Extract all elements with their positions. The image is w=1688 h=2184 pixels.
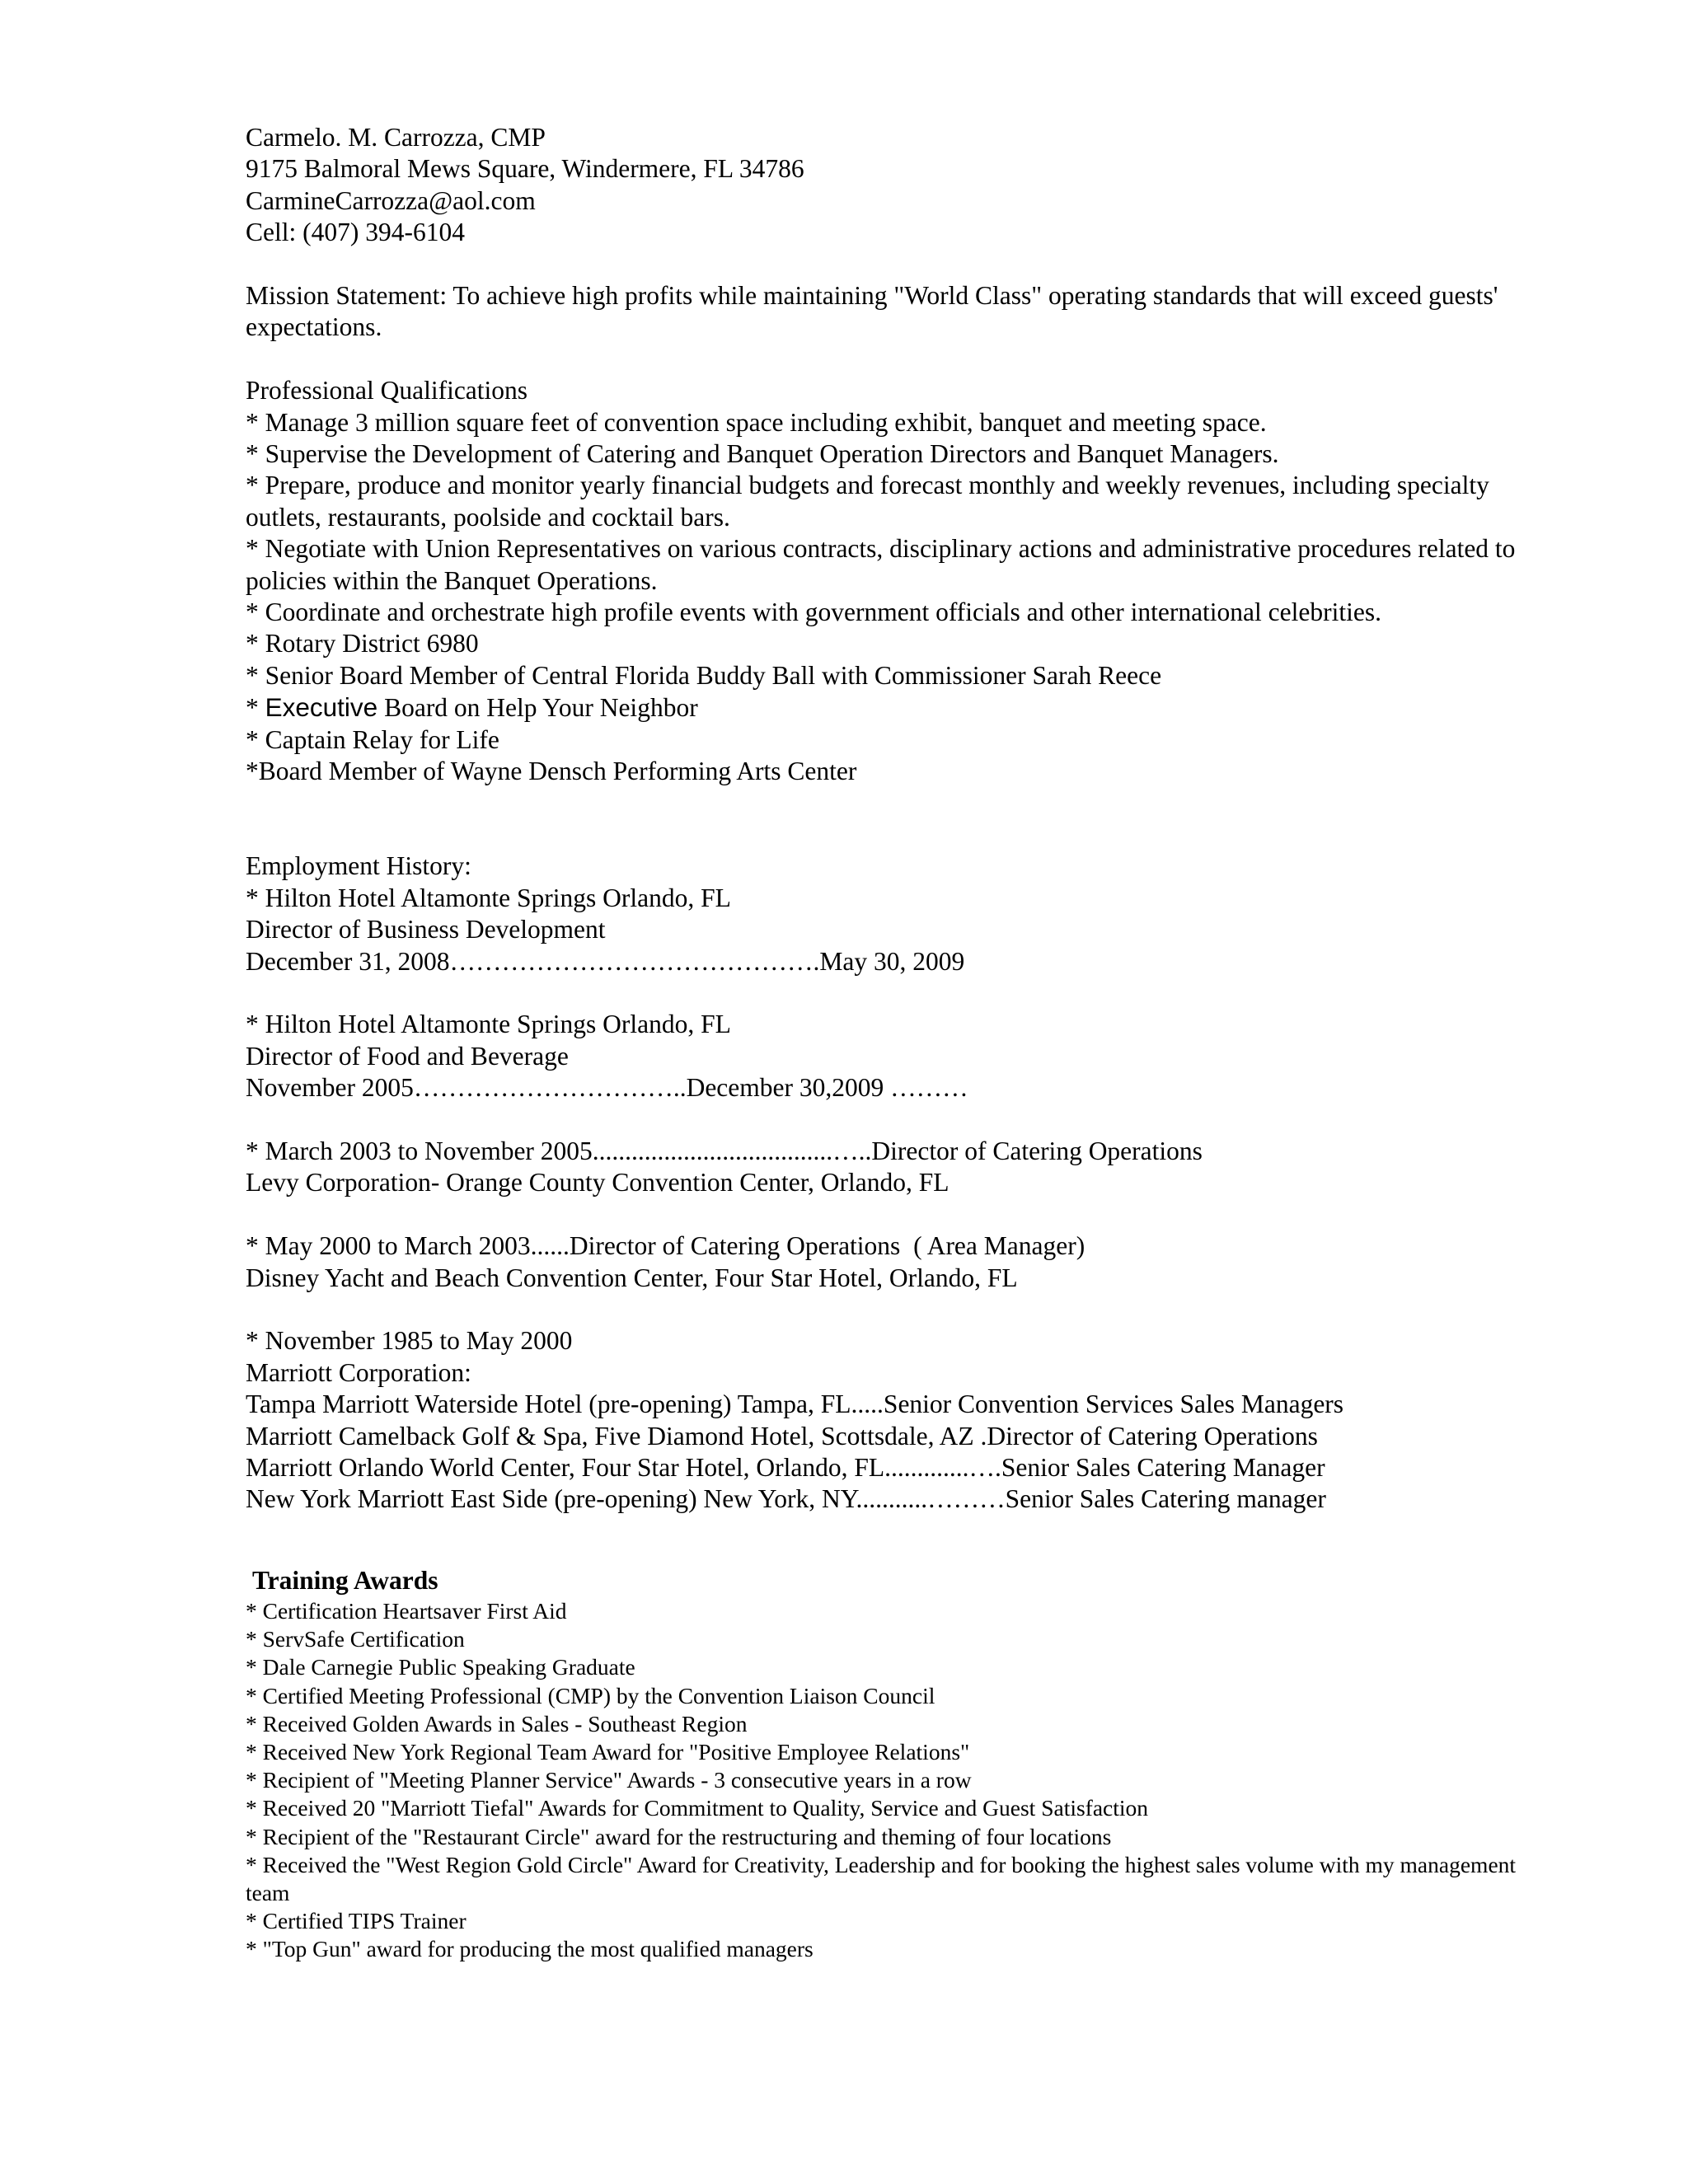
qualifications-section	[246, 375, 1531, 787]
spacer	[246, 1199, 1531, 1230]
executive-word: Executive	[265, 692, 378, 723]
job-position: Tampa Marriott Waterside Hotel (pre-opening) Tampa, FL.....Senior Convention Services Sales Managers	[246, 1390, 1344, 1419]
contact-block	[246, 122, 1531, 249]
job-position: New York Marriott East Side (pre-opening) New York, NY...........………Senior Sales Catering manager	[246, 1484, 1326, 1514]
job-title: Director of Business Development	[246, 915, 606, 944]
training-item: * Certified Meeting Professional (CMP) by the Convention Liaison Council	[246, 1682, 935, 1708]
job-hotel: * Hilton Hotel Altamonte Springs Orlando, FL	[246, 883, 731, 912]
qualifications-heading: Professional Qualifications	[246, 376, 528, 405]
qualification-item: * Rotary District 6980	[246, 629, 479, 658]
training-item: * Received the "West Region Gold Circle" Award for Creativity, Leadership and for booking the highest sales volume with my management team	[246, 1851, 1517, 1906]
training-item: * "Top Gun" award for producing the most qualified managers	[246, 1936, 814, 1962]
training-list	[246, 1597, 1531, 1964]
resume-body	[246, 122, 1531, 1516]
executive-prefix: *	[246, 693, 265, 723]
qualification-item-executive	[246, 691, 1531, 724]
qualification-item: * Prepare, produce and monitor yearly financial budgets and forecast monthly and weekly revenues, including specialty outlets, restaurants, poolside and cocktail bars.	[246, 471, 1489, 532]
qualification-item: * Captain Relay for Life	[246, 724, 499, 754]
contact-name: Carmelo. M. Carrozza, CMP	[246, 123, 546, 152]
training-item: * Received New York Regional Team Award for "Positive Employee Relations"	[246, 1739, 970, 1765]
spacer	[246, 977, 1531, 1009]
job-dates: November 2005…………………………..December 30,2009 ………	[246, 1073, 968, 1103]
contact-phone: Cell: (407) 394-6104	[246, 218, 465, 247]
executive-rest: Board on Help Your Neighbor	[377, 693, 698, 723]
qualification-item: * Senior Board Member of Central Florida Buddy Ball with Commissioner Sarah Reece	[246, 660, 1162, 690]
job-position: Marriott Camelback Golf & Spa, Five Diamond Hotel, Scottsdale, AZ .Director of Catering Operations	[246, 1421, 1318, 1451]
employment-heading: Employment History:	[246, 851, 471, 881]
training-item: * Certification Heartsaver First Aid	[246, 1598, 567, 1624]
job-employer: Disney Yacht and Beach Convention Center, Four Star Hotel, Orlando, FL	[246, 1263, 1018, 1292]
job-entry	[246, 1136, 1531, 1199]
job-dates-title: * March 2003 to November 2005.....................................…..Director of Catering Operations	[246, 1136, 1203, 1165]
job-dates: December 31, 2008…………………………………….May 30, 2009	[246, 946, 965, 976]
spacer	[246, 1104, 1531, 1136]
training-item: * Received 20 "Marriott Tiefal" Awards for Commitment to Quality, Service and Guest Satisfaction	[246, 1795, 1149, 1821]
training-item: * Received Golden Awards in Sales - Southeast Region	[246, 1710, 748, 1736]
mission-statement: Mission Statement: To achieve high profits while maintaining "World Class" operating standards that will exceed guests' expectations.	[246, 281, 1498, 342]
contact-email: CarmineCarrozza@aol.com	[246, 185, 536, 215]
training-item: * Recipient of the "Restaurant Circle" award for the restructuring and theming of four locations	[246, 1823, 1112, 1849]
contact-address: 9175 Balmoral Mews Square, Windermere, FL 34786	[246, 154, 804, 184]
job-entry	[246, 1009, 1531, 1104]
training-section	[246, 1564, 1531, 1964]
job-entry	[246, 1325, 1531, 1515]
qualification-item: * Coordinate and orchestrate high profile events with government officials and other international celebrities.	[246, 598, 1381, 627]
training-item: * Dale Carnegie Public Speaking Graduate	[246, 1654, 635, 1680]
qualification-item: * Supervise the Development of Catering and Banquet Operation Directors and Banquet Managers.	[246, 439, 1279, 469]
training-heading: Training Awards	[252, 1566, 438, 1595]
job-title: Director of Food and Beverage	[246, 1041, 569, 1071]
job-hotel: * Hilton Hotel Altamonte Springs Orlando, FL	[246, 1010, 731, 1039]
spacer	[246, 344, 1531, 375]
spacer	[246, 249, 1531, 280]
job-entry	[246, 1230, 1531, 1294]
training-item: * Recipient of "Meeting Planner Service" Awards - 3 consecutive years in a row	[246, 1767, 972, 1793]
job-employer: Levy Corporation- Orange County Convention Center, Orlando, FL	[246, 1168, 950, 1197]
job-dates-title: * May 2000 to March 2003......Director of Catering Operations ( Area Manager)	[246, 1231, 1085, 1261]
employment-section	[246, 851, 1531, 1515]
training-item: * Certified TIPS Trainer	[246, 1908, 467, 1934]
qualification-item: *Board Member of Wayne Densch Performing Arts Center	[246, 757, 857, 786]
job-employer: Marriott Corporation:	[246, 1357, 471, 1387]
job-entry	[246, 883, 1531, 977]
spacer	[246, 1294, 1531, 1325]
qualification-item: * Manage 3 million square feet of convention space including exhibit, banquet and meeting space.	[246, 407, 1267, 437]
training-item: * ServSafe Certification	[246, 1626, 465, 1652]
job-position: Marriott Orlando World Center, Four Star Hotel, Orlando, FL.............….Senior Sales Catering Manager	[246, 1452, 1325, 1482]
qualification-item: * Negotiate with Union Representatives on various contracts, disciplinary actions and administrative procedures related to policies within the Banquet Operations.	[246, 534, 1516, 595]
spacer	[246, 788, 1531, 851]
job-dates: * November 1985 to May 2000	[246, 1326, 573, 1356]
